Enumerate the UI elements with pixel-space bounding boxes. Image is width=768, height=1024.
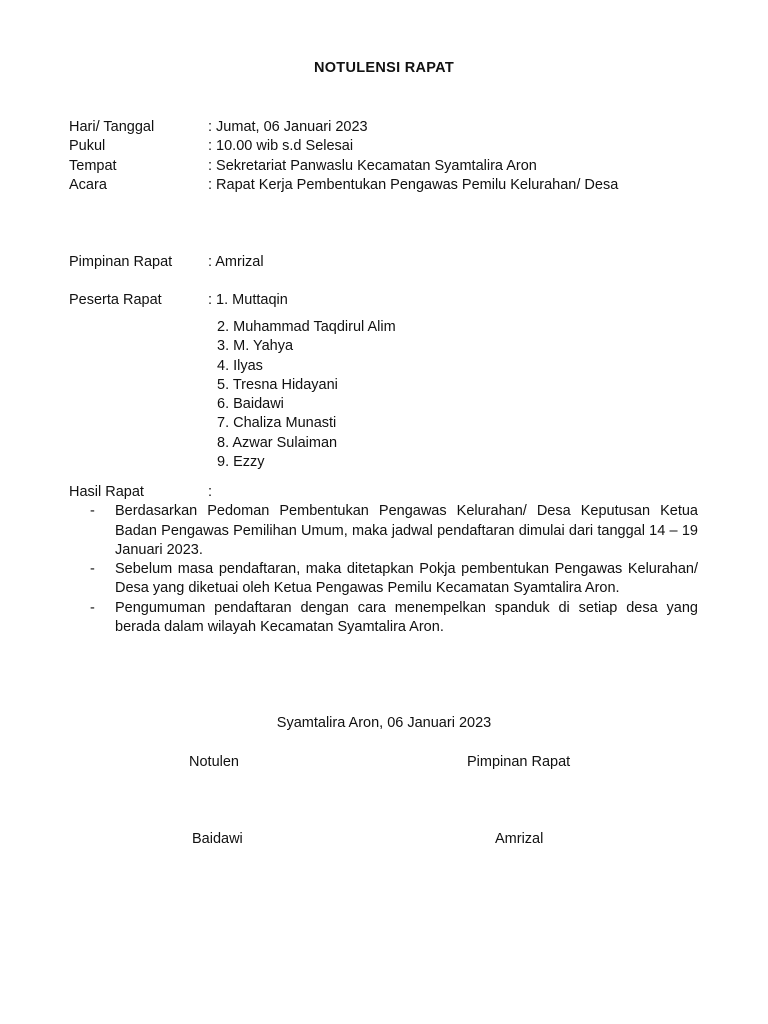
info-label: Tempat	[69, 157, 117, 174]
results-header	[69, 483, 698, 502]
info-value: : Sekretariat Panwaslu Kecamatan Syamtalira Aron	[208, 157, 537, 174]
meeting-info	[69, 118, 618, 195]
info-row-place	[69, 157, 618, 176]
result-item	[69, 502, 698, 560]
participant-item: 5. Tresna Hidayani	[217, 376, 338, 393]
participant-first: : 1. Muttaqin	[208, 292, 288, 308]
leader-label: Pimpinan Rapat	[69, 254, 173, 270]
result-item	[69, 560, 698, 599]
info-row-leader	[69, 253, 264, 272]
info-value: : 10.00 wib s.d Selesai	[208, 138, 354, 155]
results-label: Hasil Rapat	[69, 484, 144, 500]
info-row-participants	[69, 291, 288, 310]
signature-left-name: Baidawi	[192, 831, 243, 847]
result-text: Berdasarkan Pedoman Pembentukan Pengawas Kelurahan/ Desa Keputusan Ketua Badan Pengawas Pemilihan Umum, maka jadwal pendaftaran dimulai dari tanggal 14 – 19 Januari 2023.	[115, 503, 698, 558]
info-value: : Rapat Kerja Pembentukan Pengawas Pemilu Kelurahan/ Desa	[208, 176, 619, 193]
result-item	[69, 599, 698, 638]
info-label: Hari/ Tanggal	[69, 119, 155, 135]
participants-label: Peserta Rapat	[69, 292, 162, 308]
info-row-time	[69, 137, 618, 156]
info-label: Pukul	[69, 138, 106, 155]
results-colon: :	[208, 484, 213, 500]
signature-left-role: Notulen	[189, 754, 239, 770]
participant-item: 4. Ilyas	[217, 357, 263, 374]
signature-place-date: Syamtalira Aron, 06 Januari 2023	[276, 715, 492, 731]
info-row-date	[69, 118, 618, 137]
participant-item: 8. Azwar Sulaiman	[217, 434, 338, 451]
meeting-leader	[69, 253, 264, 272]
document-title: NOTULENSI RAPAT	[313, 60, 455, 76]
result-text: Sebelum masa pendaftaran, maka ditetapkan Pokja pembentukan Pengawas Kelurahan/ Desa yang diketuai oleh Ketua Pengawas Pemilu Kecamatan Syamtalira Aron.	[115, 561, 698, 597]
dash-bullet: -	[90, 599, 95, 616]
signature-right-name: Amrizal	[495, 831, 544, 847]
results-list	[69, 502, 698, 637]
leader-value: : Amrizal	[208, 254, 264, 270]
participant-item: 6. Baidawi	[217, 396, 284, 413]
result-text: Pengumuman pendaftaran dengan cara menempelkan spanduk di setiap desa yang berada dalam wilayah Kecamatan Syamtalira Aron.	[115, 599, 698, 636]
participant-item: 9. Ezzy	[217, 454, 265, 471]
info-label: Acara	[69, 176, 107, 193]
info-value: : Jumat, 06 Januari 2023	[208, 119, 368, 135]
participants-list	[217, 318, 396, 472]
dash-bullet: -	[90, 503, 95, 520]
participant-item: 7. Chaliza Munasti	[217, 415, 337, 432]
participant-item: 3. M. Yahya	[217, 338, 294, 355]
info-row-agenda	[69, 176, 618, 195]
meeting-results	[69, 483, 698, 637]
participants-header	[69, 291, 288, 310]
participant-item: 2. Muhammad Taqdirul Alim	[217, 319, 396, 335]
dash-bullet: -	[90, 561, 95, 578]
signature-right-role: Pimpinan Rapat	[467, 754, 571, 770]
